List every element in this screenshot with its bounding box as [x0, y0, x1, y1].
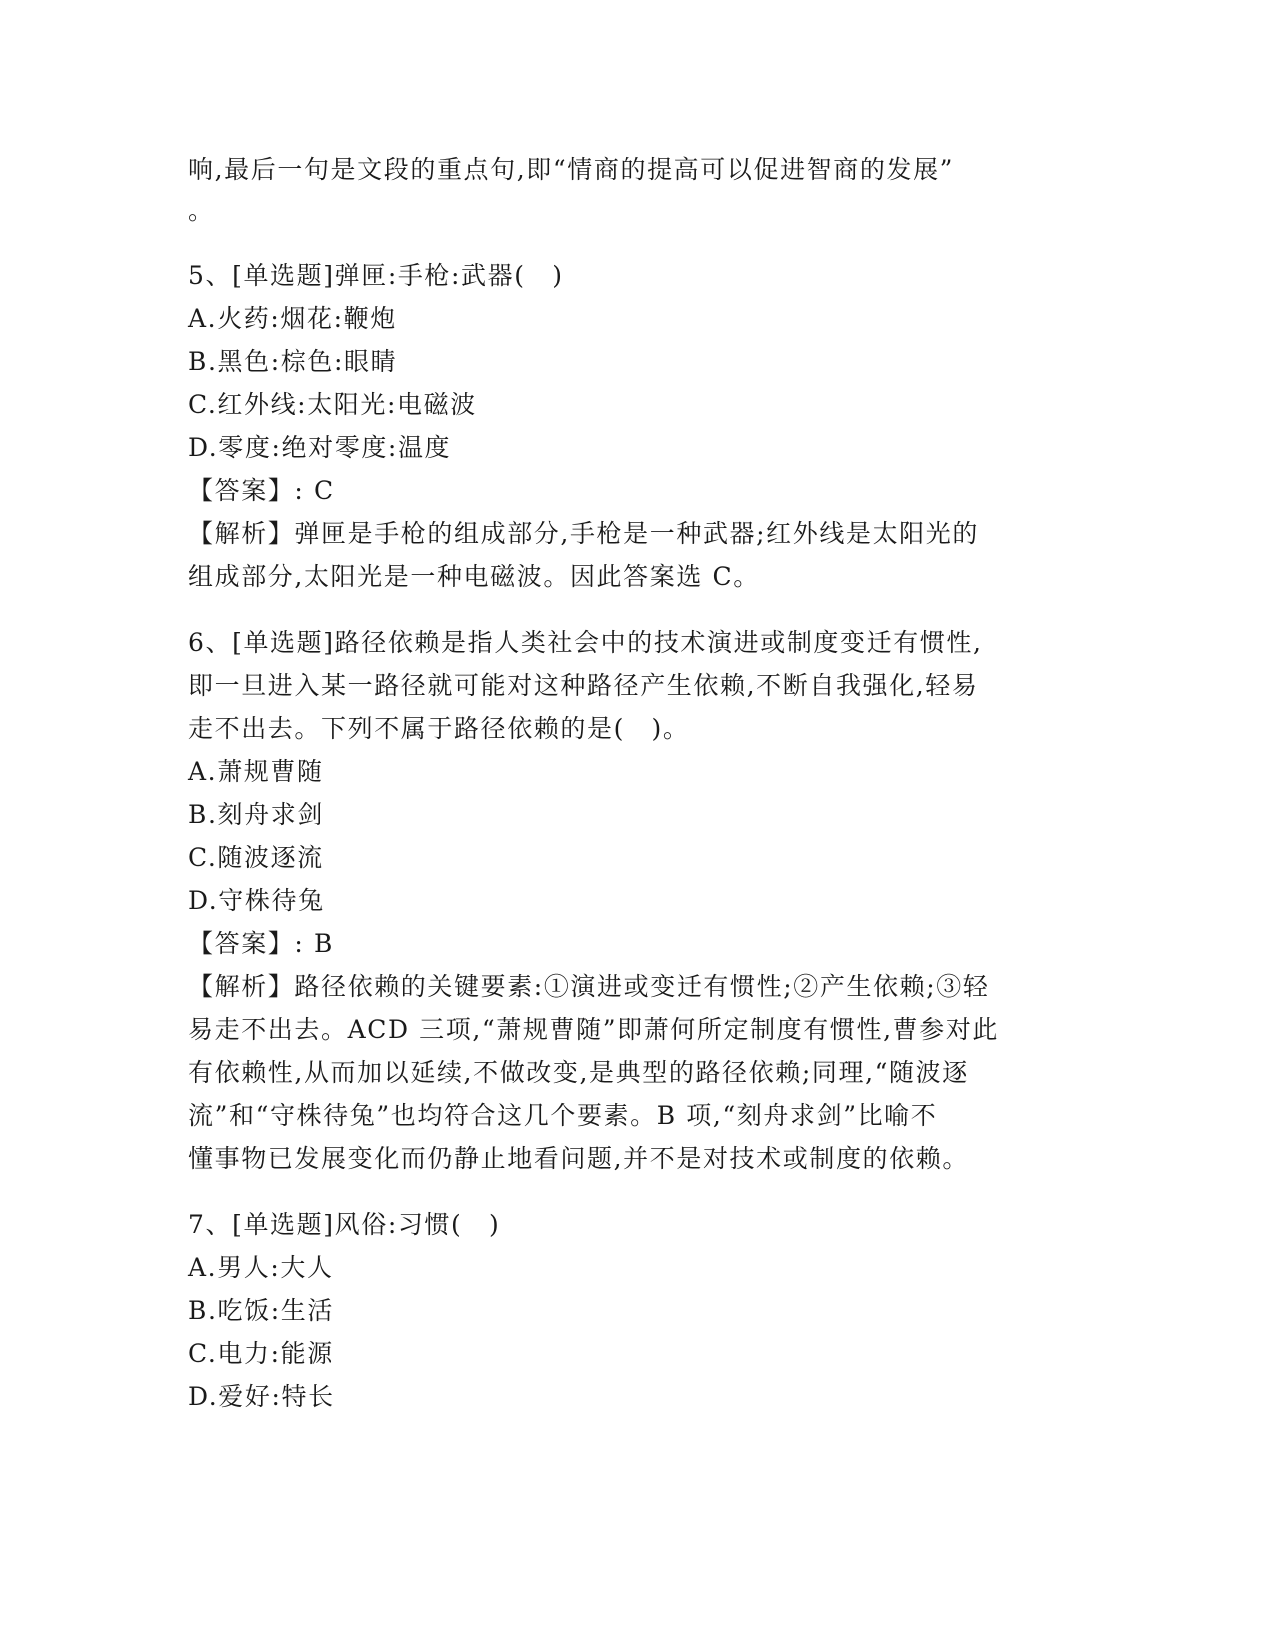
option-a: A.萧规曹随: [188, 757, 324, 786]
answer: 【答案】: B: [188, 929, 334, 958]
carryover-tail: 。: [188, 196, 214, 225]
analysis-line: 组成部分,太阳光是一种电磁波。因此答案选 C。: [188, 562, 760, 591]
analysis-line: 易走不出去。ACD 三项,“萧规曹随”即萧何所定制度有惯性,曹参对此: [188, 1015, 1000, 1044]
question-5: [188, 254, 1088, 598]
question-stem-line: 6、[单选题]路径依赖是指人类社会中的技术演进或制度变迁有惯性,: [188, 628, 983, 657]
option-d: D.零度:绝对零度:温度: [188, 433, 452, 462]
analysis-line: 【解析】弹匣是手枪的组成部分,手枪是一种武器;红外线是太阳光的: [188, 519, 979, 548]
option-b: B.吃饭:生活: [188, 1296, 334, 1325]
question-7: [188, 1203, 1088, 1418]
question-stem-line: 走不出去。下列不属于路径依赖的是( )。: [188, 714, 690, 743]
analysis-line: 【解析】路径依赖的关键要素:①演进或变迁有惯性;②产生依赖;③轻: [188, 972, 990, 1001]
carryover-analysis-line: 响,最后一句是文段的重点句,即“情商的提高可以促进智商的发展”: [188, 155, 955, 184]
option-a: A.火药:烟花:鞭炮: [188, 304, 397, 333]
option-c: C.随波逐流: [188, 843, 324, 872]
option-b: B.黑色:棕色:眼睛: [188, 347, 398, 376]
option-c: C.电力:能源: [188, 1339, 334, 1368]
option-c: C.红外线:太阳光:电磁波: [188, 390, 477, 419]
question-6: [188, 621, 1088, 1180]
option-d: D.守株待兔: [188, 886, 325, 915]
option-a: A.男人:大人: [188, 1253, 334, 1282]
analysis-line: 有依赖性,从而加以延续,不做改变,是典型的路径依赖;同理,“随波逐: [188, 1058, 969, 1087]
document-page: [188, 148, 1088, 1418]
option-d: D.爱好:特长: [188, 1382, 335, 1411]
analysis-line: 懂事物已发展变化而仍静止地看问题,并不是对技术或制度的依赖。: [188, 1144, 969, 1173]
answer: 【答案】: C: [188, 476, 335, 505]
option-b: B.刻舟求剑: [188, 800, 324, 829]
question-stem: 7、[单选题]风俗:习惯( ): [188, 1210, 501, 1239]
question-stem-line: 即一旦进入某一路径就可能对这种路径产生依赖,不断自我强化,轻易: [188, 671, 979, 700]
analysis-line: 流”和“守株待兔”也均符合这几个要素。B 项,“刻舟求剑”比喻不: [188, 1101, 938, 1130]
question-stem: 5、[单选题]弹匣:手枪:武器( ): [188, 261, 564, 290]
